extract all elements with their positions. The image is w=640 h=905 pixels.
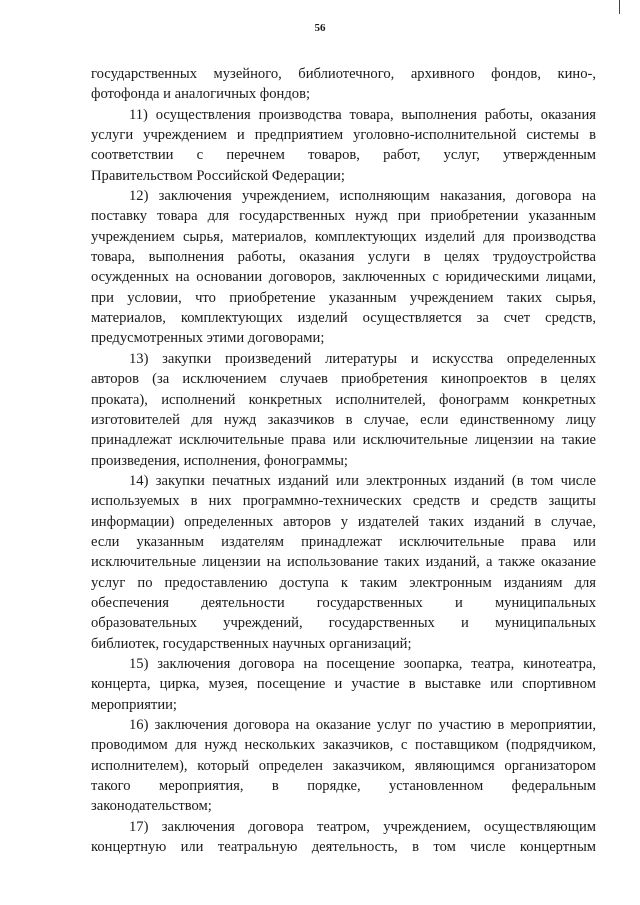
text-line: 14) закупки печатных изданий или электронных изданий (в том числе	[129, 472, 596, 489]
text-line: исключительные лицензии на использование таких изданий, а также оказание	[91, 554, 596, 571]
text-line: 11) осуществления производства товара, выполнения работы, оказания	[129, 106, 596, 123]
text-line: соответствии с перечнем товаров, работ, услуг, утвержденным	[91, 147, 596, 164]
text-line: изготовителей для нужд заказчиков в случае, если единственному лицу	[91, 411, 596, 428]
text-line: 12) заключения учреждением, исполняющим наказания, договора на	[129, 188, 596, 205]
text-line: учреждением сырья, материалов, комплектующих изделий для производства	[91, 228, 596, 245]
text-line: законодательством;	[91, 798, 212, 815]
page-number: 56	[314, 22, 326, 34]
paragraph	[91, 715, 596, 817]
text-line: если указанным издателям принадлежат исключительные права или	[91, 533, 596, 550]
paragraph	[91, 654, 596, 715]
text-line: поставку товара для государственных нужд при приобретении указанным	[91, 208, 596, 225]
paragraph	[91, 817, 596, 858]
text-line: концертную или театральную деятельность, в том числе концертным	[91, 839, 596, 856]
text-line: 16) заключения договора на оказание услуг по участию в мероприятии,	[129, 717, 596, 733]
text-line: осужденных на основании договоров, заключенных с юридическими лицами,	[91, 269, 596, 286]
text-line: обеспечения деятельности государственных и муниципальных	[91, 594, 596, 611]
text-line: принадлежат исключительные права или исключительные лицензии на такие	[91, 432, 596, 449]
paragraph	[91, 471, 596, 654]
text-line: 17) заключения договора театром, учреждением, осуществляющим	[129, 818, 596, 835]
text-line: государственных музейного, библиотечного, архивного фондов, кино-,	[91, 66, 596, 82]
text-line: исполнителем), который определен заказчиком, являющимся организатором	[91, 757, 596, 774]
scan-edge-mark	[619, 0, 620, 14]
text-line: услуг по предоставлению доступа к таким электронным изданиям для	[91, 574, 596, 591]
text-line: проводимом для нужд нескольких заказчиков, с поставщиком (подрядчиком,	[91, 737, 596, 754]
text-line: образовательных учреждений, государственных и муниципальных	[91, 615, 596, 632]
text-line: произведения, исполнения, фонограммы;	[91, 452, 348, 469]
paragraph	[91, 186, 596, 349]
text-line: предусмотренных этими договорами;	[91, 330, 325, 347]
text-line: 15) заключения договора на посещение зоопарка, театра, кинотеатра,	[129, 655, 596, 672]
text-line: концерта, цирка, музея, посещение и участие в выставке или спортивном	[91, 676, 596, 693]
paragraph	[91, 105, 596, 186]
text-line: библиотек, государственных научных организаций;	[91, 635, 412, 652]
text-line: при условии, что приобретение указанным учреждением таких сырья,	[91, 289, 596, 306]
text-line: мероприятии;	[91, 696, 177, 713]
text-line: товара, выполнения работы, оказания услуги в целях трудоустройства	[91, 249, 596, 266]
paragraph	[91, 64, 596, 105]
paragraph	[91, 349, 596, 471]
text-line: Правительством Российской Федерации;	[91, 167, 345, 184]
text-line: авторов (за исключением случаев приобретения кинопроектов в целях	[91, 371, 596, 388]
text-line: фотофонда и аналогичных фондов;	[91, 86, 311, 103]
document-body	[91, 64, 596, 857]
text-line: услуги учреждением и предприятием уголовно-исполнительной системы в	[91, 127, 596, 144]
text-line: 13) закупки произведений литературы и искусства определенных	[129, 350, 596, 367]
text-line: проката), исполнений конкретных исполнителей, фонограмм конкретных	[91, 391, 596, 408]
text-line: материалов, комплектующих изделий осуществляется за счет средств,	[91, 310, 596, 327]
text-line: информации) определенных авторов у издателей таких изданий в случае,	[91, 513, 596, 530]
text-line: такого мероприятия, в порядке, установленном федеральным	[91, 778, 596, 795]
text-line: используемых в них программно-технических средств и средств защиты	[91, 493, 596, 510]
